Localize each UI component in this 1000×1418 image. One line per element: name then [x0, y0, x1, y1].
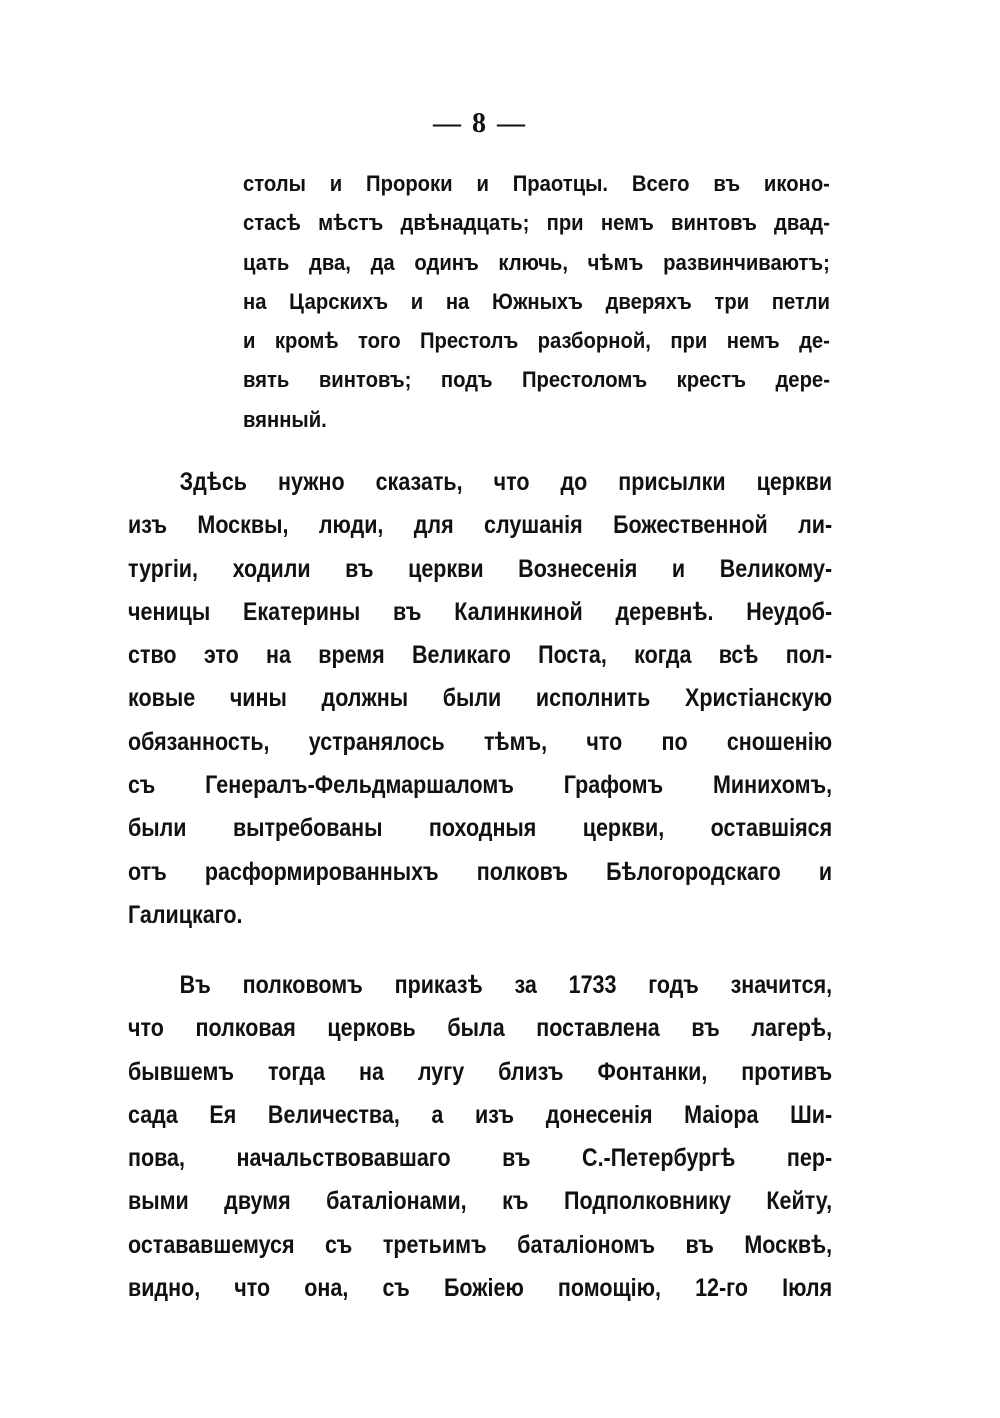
paragraph-regimental-order-1733 — [128, 964, 832, 1310]
paragraph-line: были вытребованы походныя церкви, оставшіяся — [128, 814, 833, 843]
paragraph-line: бывшемъ тогда на лугу близъ Фонтанки, противъ — [128, 1057, 833, 1086]
quote-line: и кромѣ того Престолъ разборной, при немъ де- — [243, 328, 830, 354]
paragraph-line: выми двумя баталіонами, къ Подполковнику Кейту, — [128, 1187, 833, 1216]
paragraph-line: обязанность, устранялось тѣмъ, что по сношенію — [128, 727, 833, 756]
page-number: — 8 — — [433, 108, 527, 139]
paragraph-line: Галицкаго. — [128, 900, 243, 929]
paragraph-line: видно, что она, съ Божіею помощію, 12-го Іюля — [128, 1274, 833, 1303]
paragraph-line: сада Ея Величества, а изъ донесенія Маіора Ши- — [128, 1100, 833, 1129]
paragraph-line: ство это на время Великаго Поста, когда всѣ пол- — [128, 641, 833, 670]
paragraph-church-attendance — [128, 461, 832, 937]
paragraph-line: Здѣсь нужно сказать, что до присылки церкви — [179, 468, 833, 496]
paragraph-line: съ Генералъ-Фельдмаршаломъ Графомъ Минихомъ, — [128, 771, 833, 800]
paragraph-line: изъ Москвы, люди, для слушанія Божественной ли- — [128, 511, 833, 540]
quote-line: на Царскихъ и на Южныхъ дверяхъ три петли — [243, 288, 830, 314]
paragraph-line: ченицы Екатерины въ Калинкиной деревнѣ. Неудоб- — [128, 597, 833, 626]
paragraph-line: остававшемуся съ третьимъ баталіономъ въ Москвѣ, — [128, 1230, 833, 1259]
quoted-inventory-block — [243, 164, 831, 439]
paragraph-line: отъ расформированныхъ полковъ Бѣлогородскаго и — [128, 857, 833, 886]
paragraph-line: тургіи, ходили въ церкви Вознесенія и Великому- — [128, 554, 833, 583]
quote-line: цать два, да одинъ ключь, чѣмъ развинчиваютъ; — [243, 249, 830, 275]
quote-line: вянный. — [243, 406, 327, 432]
quote-line: стасѣ мѣстъ двѣнадцать; при немъ винтовъ двад- — [243, 210, 830, 236]
quote-line: столы и Пророки и Праотцы. Всего въ иконо- — [243, 171, 830, 196]
quote-line: вять винтовъ; подъ Престоломъ крестъ дере- — [243, 367, 830, 393]
paragraph-line: пова, начальствовавшаго въ С.-Петербургѣ пер- — [128, 1144, 833, 1173]
paragraph-line: ковые чины должны были исполнить Христіанскую — [128, 684, 833, 713]
paragraph-line: Въ полковомъ приказѣ за 1733 годъ значится, — [179, 971, 833, 999]
paragraph-line: что полковая церковь была поставлена въ лагерѣ, — [128, 1014, 833, 1043]
